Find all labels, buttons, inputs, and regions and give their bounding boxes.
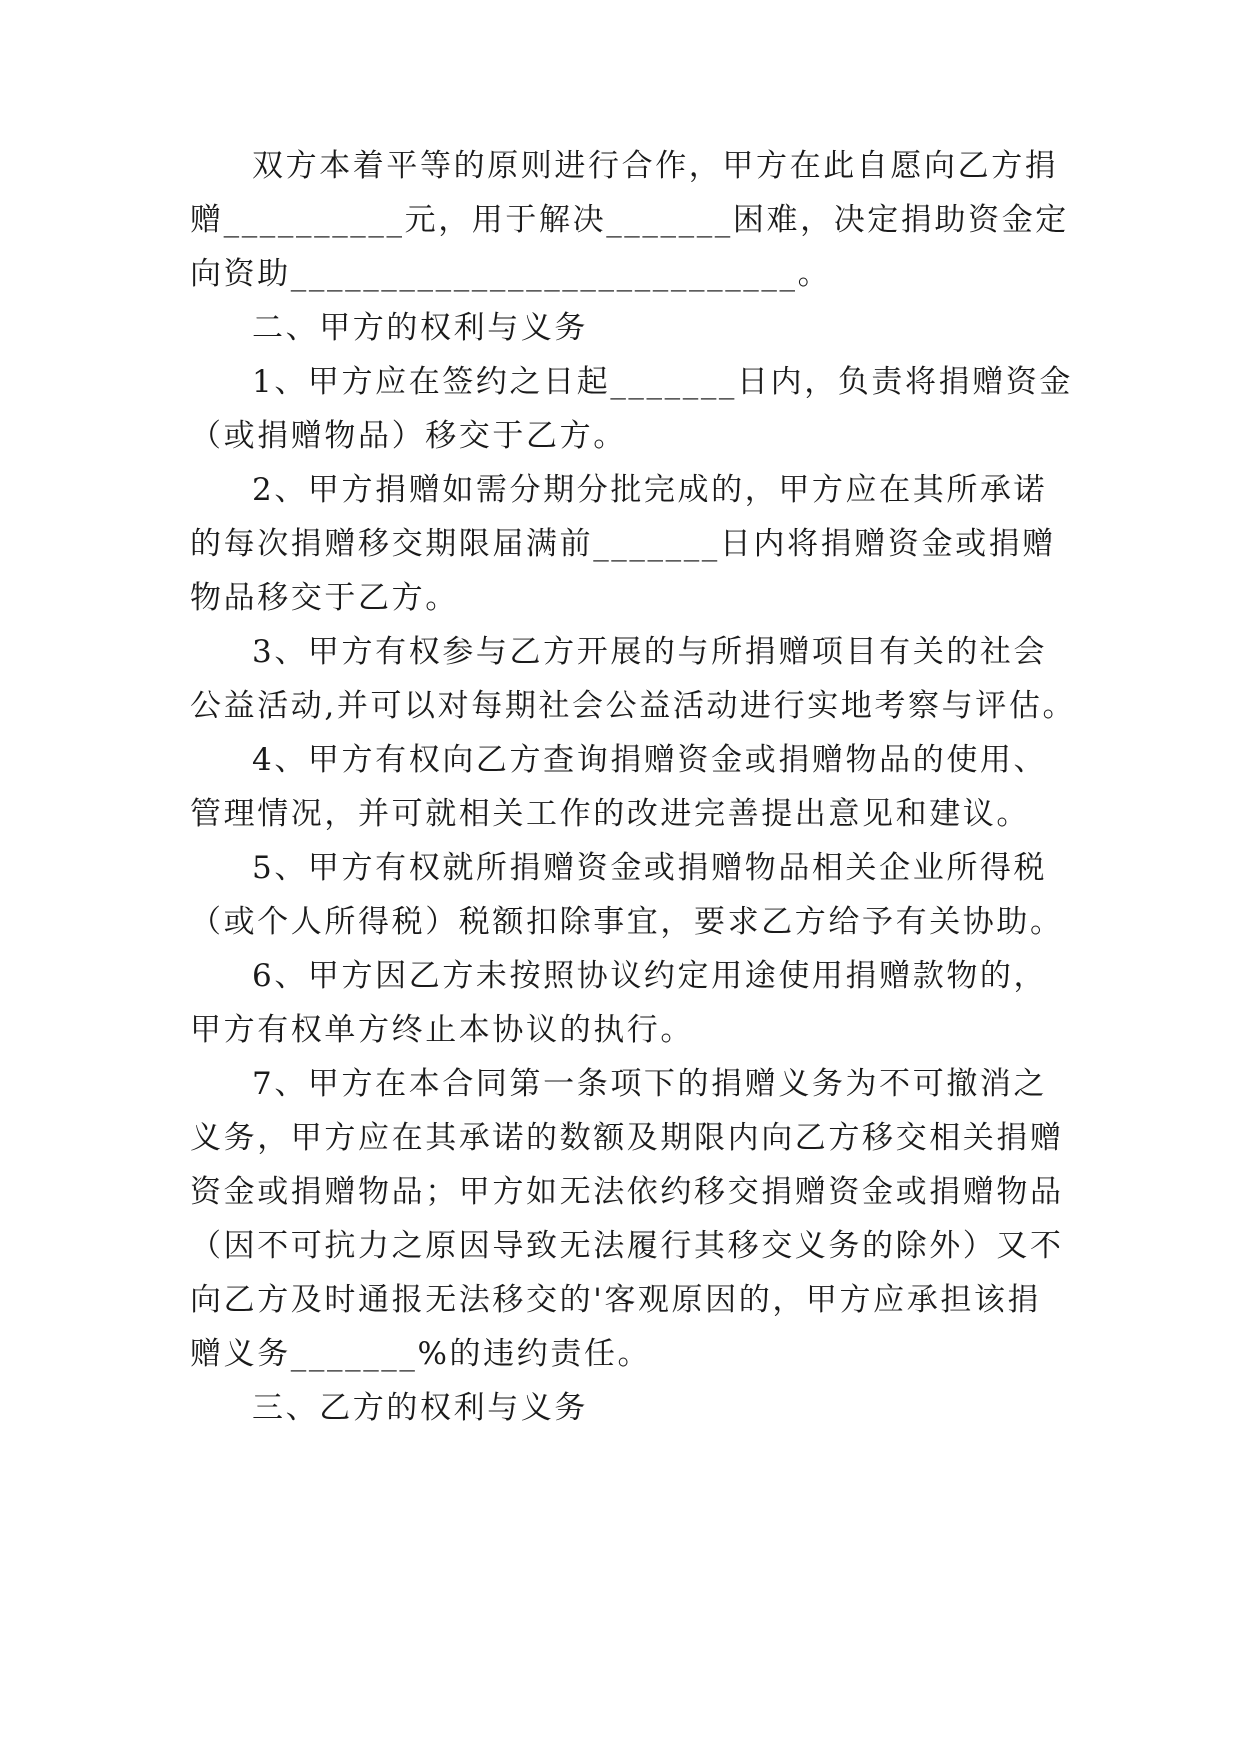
section-heading: 三、乙方的权利与义务 [252, 1390, 588, 1426]
paragraph-line: 6、甲方因乙方未按照协议约定用途使用捐赠款物的， [252, 958, 1048, 994]
section-heading: 二、甲方的权利与义务 [252, 310, 588, 346]
paragraph-line: （因不可抗力之原因导致无法履行其移交义务的除外）又不 [190, 1228, 1064, 1264]
paragraph-line: 向乙方及时通报无法移交的'客观原因的，甲方应承担该捐 [190, 1282, 1042, 1318]
paragraph-line: 向资助____________________________。 [190, 256, 832, 292]
paragraph-line: 的每次捐赠移交期限届满前_______日内将捐赠资金或捐赠 [190, 526, 1056, 562]
paragraph-line: 1、甲方应在签约之日起_______日内，负责将捐赠资金 [252, 364, 1074, 400]
paragraph-line: 物品移交于乙方。 [190, 580, 459, 616]
paragraph-line: 7、甲方在本合同第一条项下的捐赠义务为不可撤消之 [252, 1066, 1048, 1102]
paragraph-line: 管理情况，并可就相关工作的改进完善提出意见和建议。 [190, 796, 1030, 832]
paragraph-line: 2、甲方捐赠如需分期分批完成的，甲方应在其所承诺 [252, 472, 1048, 508]
paragraph-line: 3、甲方有权参与乙方开展的与所捐赠项目有关的社会 [252, 634, 1048, 670]
paragraph-line: 赠__________元，用于解决_______困难，决定捐助资金定 [190, 202, 1069, 238]
paragraph-line: 赠义务_______%的违约责任。 [190, 1336, 652, 1372]
paragraph-line: （或捐赠物品）移交于乙方。 [190, 418, 627, 454]
paragraph-line: 义务，甲方应在其承诺的数额及期限内向乙方移交相关捐赠 [190, 1120, 1064, 1156]
paragraph-line: 双方本着平等的原则进行合作，甲方在此自愿向乙方捐 [252, 148, 1059, 184]
paragraph-line: 4、甲方有权向乙方查询捐赠资金或捐赠物品的使用、 [252, 742, 1048, 778]
paragraph-line: 5、甲方有权就所捐赠资金或捐赠物品相关企业所得税 [252, 850, 1048, 886]
paragraph-line: （或个人所得税）税额扣除事宜，要求乙方给予有关协助。 [190, 904, 1064, 940]
paragraph-line: 甲方有权单方终止本协议的执行。 [190, 1012, 694, 1048]
paragraph-line: 公益活动,并可以对每期社会公益活动进行实地考察与评估。 [190, 688, 1077, 724]
paragraph-line: 资金或捐赠物品；甲方如无法依约移交捐赠资金或捐赠物品 [190, 1174, 1064, 1210]
